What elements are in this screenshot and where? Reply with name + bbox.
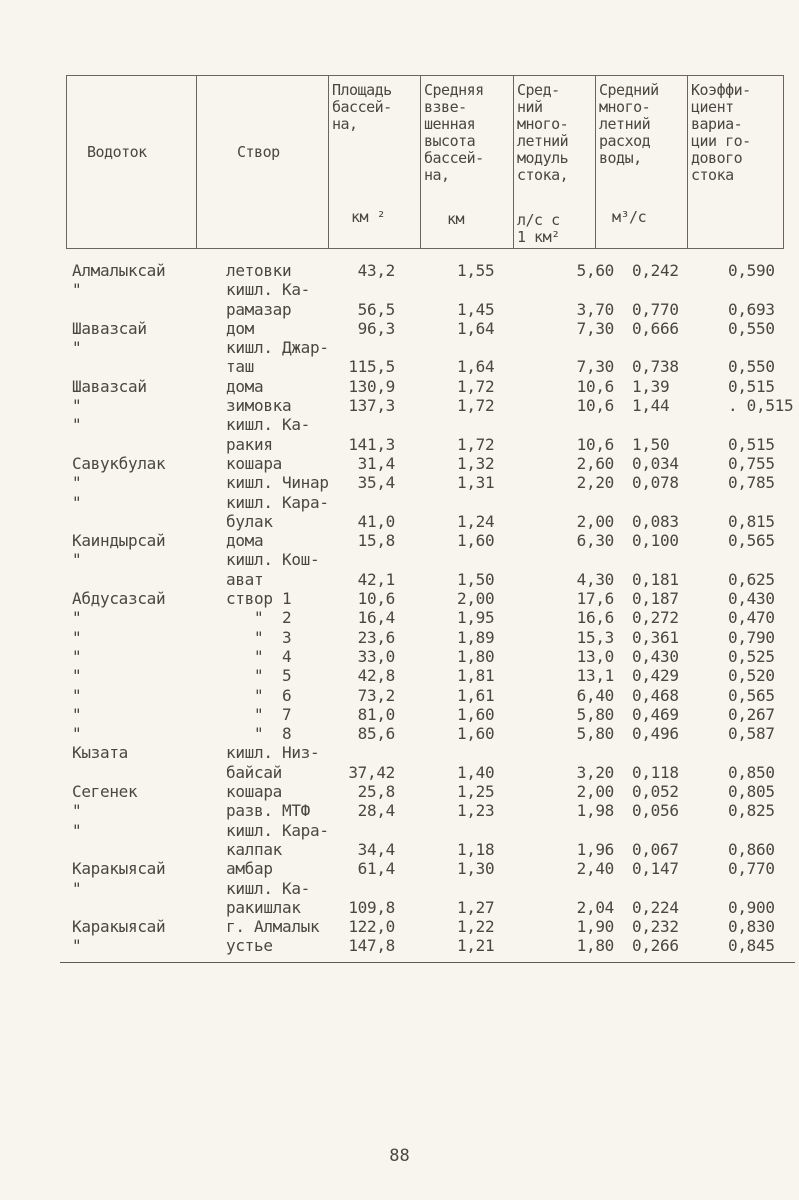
cell-m: 6,40: [576, 685, 614, 705]
cell-cv: 0,790: [728, 627, 775, 647]
cell-area: 33,0: [357, 646, 395, 666]
table-row: [72, 743, 792, 762]
cell-site: ракишлак: [226, 897, 301, 917]
header-height: Средняя взве- шенная высота бассей- на, км: [421, 76, 514, 249]
cell-m: 10,6: [576, 376, 614, 396]
cell-river: ": [72, 492, 82, 512]
cell-h: 1,25: [457, 782, 495, 802]
cell-site: " 5: [226, 666, 292, 686]
cell-site: створ 1: [226, 589, 292, 609]
cell-h: 1,95: [457, 608, 495, 628]
cell-m: 17,6: [576, 589, 614, 609]
cell-area: 96,3: [357, 318, 395, 338]
cell-q: 1,44: [632, 396, 670, 416]
table-row: [72, 570, 792, 589]
cell-area: 130,9: [348, 376, 395, 396]
table-row: [72, 647, 792, 666]
table-row: [72, 589, 792, 608]
cell-river: ": [72, 473, 82, 493]
cell-river: Шавазсай: [72, 318, 147, 338]
cell-m: 15,3: [576, 627, 614, 647]
cell-river: ": [72, 646, 82, 666]
cell-river: Кызата: [72, 743, 128, 763]
cell-cv: 0,590: [728, 261, 775, 280]
cell-h: 1,60: [457, 724, 495, 744]
cell-m: 1,90: [576, 917, 614, 937]
cell-site: кишл. Ка-: [226, 878, 310, 898]
cell-h: 1,22: [457, 917, 495, 937]
cell-site: ракия: [226, 434, 273, 454]
table-row: [72, 801, 792, 820]
cell-area: 25,8: [357, 782, 395, 802]
cell-q: 0,118: [632, 762, 679, 782]
cell-h: 1,24: [457, 511, 495, 531]
table-row: [72, 898, 792, 917]
cell-site: кошара: [226, 782, 282, 802]
cell-m: 10,6: [576, 396, 614, 416]
cell-q: 0,361: [632, 627, 679, 647]
cell-site: кишл. Кара-: [226, 820, 329, 840]
cell-site: кишл. Чинар: [226, 473, 329, 493]
cell-site: таш: [226, 357, 254, 377]
cell-river: ": [72, 396, 82, 416]
cell-river: Алмалыксай: [72, 261, 166, 280]
cell-river: ": [72, 820, 82, 840]
cell-q: 0,052: [632, 782, 679, 802]
cell-area: 122,0: [348, 917, 395, 937]
cell-cv: 0,693: [728, 299, 775, 319]
cell-m: 1,80: [576, 936, 614, 956]
cell-q: 1,39: [632, 376, 670, 396]
table-row: [72, 300, 792, 319]
table-row: [72, 724, 792, 743]
cell-h: 1,72: [457, 434, 495, 454]
cell-river: ": [72, 608, 82, 628]
cell-river: ": [72, 338, 82, 358]
cell-river: ": [72, 801, 82, 821]
cell-m: 2,60: [576, 453, 614, 473]
cell-cv: 0,515: [728, 434, 775, 454]
cell-site: кишл. Ка-: [226, 280, 310, 300]
cell-cv: 0,805: [728, 782, 775, 802]
table-row: [72, 608, 792, 627]
table-row: [72, 628, 792, 647]
cell-h: 1,18: [457, 839, 495, 859]
cell-river: ": [72, 415, 82, 435]
cell-area: 34,4: [357, 839, 395, 859]
cell-m: 1,98: [576, 801, 614, 821]
cell-m: 5,80: [576, 724, 614, 744]
cell-h: 1,60: [457, 704, 495, 724]
table-row: [72, 512, 792, 531]
table-row: [72, 782, 792, 801]
cell-cv: 0,625: [728, 569, 775, 589]
cell-q: 0,067: [632, 839, 679, 859]
cell-cv: 0,550: [728, 318, 775, 338]
cell-cv: 0,267: [728, 704, 775, 724]
bottom-rule: [60, 962, 795, 963]
cell-cv: 0,900: [728, 897, 775, 917]
cell-area: 28,4: [357, 801, 395, 821]
cell-cv: 0,470: [728, 608, 775, 628]
cell-cv: 0,850: [728, 762, 775, 782]
cell-m: 7,30: [576, 318, 614, 338]
cell-cv: 0,815: [728, 511, 775, 531]
cell-q: 0,181: [632, 569, 679, 589]
table-row: [72, 435, 792, 454]
cell-cv: 0,587: [728, 724, 775, 744]
cell-h: 1,60: [457, 531, 495, 551]
header-area: Площадь бассей- на, км ²: [329, 76, 421, 249]
cell-site: дома: [226, 376, 264, 396]
cell-river: ": [72, 936, 82, 956]
cell-area: 115,5: [348, 357, 395, 377]
cell-cv: 0,825: [728, 801, 775, 821]
cell-site: амбар: [226, 859, 273, 879]
cell-cv: 0,525: [728, 646, 775, 666]
cell-site: г. Алмалык: [226, 917, 320, 937]
cell-q: 0,100: [632, 531, 679, 551]
table-row: [72, 936, 792, 955]
cell-h: 1,80: [457, 646, 495, 666]
table-row: [72, 357, 792, 376]
cell-h: 1,31: [457, 473, 495, 493]
cell-site: летовки: [226, 261, 292, 280]
cell-q: 0,770: [632, 299, 679, 319]
table-header: [66, 75, 784, 249]
cell-m: 7,30: [576, 357, 614, 377]
cell-river: Каиндырсай: [72, 531, 166, 551]
cell-cv: 0,515: [728, 376, 775, 396]
cell-m: 3,70: [576, 299, 614, 319]
page-number: 88: [389, 1146, 410, 1166]
cell-area: 37,42: [348, 762, 395, 782]
table-row: [72, 666, 792, 685]
table-row: [72, 686, 792, 705]
cell-h: 1,45: [457, 299, 495, 319]
cell-q: 0,224: [632, 897, 679, 917]
cell-cv: 0,770: [728, 859, 775, 879]
cell-m: 2,00: [576, 782, 614, 802]
table-row: [72, 763, 792, 782]
cell-area: 41,0: [357, 511, 395, 531]
table-row: [72, 550, 792, 569]
header-modul: Сред- ний много- летний модуль стока, л/с с 1 км²: [514, 76, 596, 249]
cell-cv: 0,755: [728, 453, 775, 473]
cell-river: Каракыясай: [72, 859, 166, 879]
cell-area: 42,8: [357, 666, 395, 686]
cell-site: булак: [226, 511, 273, 531]
cell-cv: 0,830: [728, 917, 775, 937]
cell-river: ": [72, 627, 82, 647]
cell-area: 23,6: [357, 627, 395, 647]
header-stvor: Створ: [197, 76, 329, 249]
header-flow: Средний много- летний расход воды, м³/с: [596, 76, 688, 249]
cell-q: 0,266: [632, 936, 679, 956]
cell-river: ": [72, 724, 82, 744]
cell-q: 0,429: [632, 666, 679, 686]
cell-cv: 0,565: [728, 531, 775, 551]
cell-h: 1,21: [457, 936, 495, 956]
cell-area: 141,3: [348, 434, 395, 454]
cell-q: 0,034: [632, 453, 679, 473]
cell-site: " 2: [226, 608, 292, 628]
cell-m: 2,00: [576, 511, 614, 531]
cell-area: 73,2: [357, 685, 395, 705]
cell-h: 1,40: [457, 762, 495, 782]
cell-cv: 0,565: [728, 685, 775, 705]
cell-area: 85,6: [357, 724, 395, 744]
table-row: [72, 396, 792, 415]
cell-q: 0,147: [632, 859, 679, 879]
cell-q: 0,468: [632, 685, 679, 705]
cell-site: ават: [226, 569, 264, 589]
cell-area: 42,1: [357, 569, 395, 589]
table-row: [72, 879, 792, 898]
cell-h: 1,72: [457, 376, 495, 396]
cell-m: 1,96: [576, 839, 614, 859]
cell-m: 16,6: [576, 608, 614, 628]
cell-site: кишл. Джар-: [226, 338, 329, 358]
cell-h: 1,32: [457, 453, 495, 473]
cell-m: 2,40: [576, 859, 614, 879]
cell-cv: 0,550: [728, 357, 775, 377]
cell-river: Абдусазсай: [72, 589, 166, 609]
cell-h: 1,30: [457, 859, 495, 879]
cell-site: кишл. Ка-: [226, 415, 310, 435]
cell-cv: 0,785: [728, 473, 775, 493]
header-coef: Коэффи- циент вариа- ции го- дового стока: [688, 76, 784, 249]
cell-m: 2,04: [576, 897, 614, 917]
cell-m: 13,1: [576, 666, 614, 686]
cell-cv: . 0,515: [728, 396, 794, 416]
table-row: [72, 840, 792, 859]
table-body: [72, 261, 792, 956]
cell-h: 1,55: [457, 261, 495, 280]
table-row: [72, 493, 792, 512]
table-row: [72, 531, 792, 550]
cell-q: 1,50: [632, 434, 670, 454]
cell-area: 10,6: [357, 589, 395, 609]
cell-q: 0,430: [632, 646, 679, 666]
cell-river: ": [72, 280, 82, 300]
cell-m: 13,0: [576, 646, 614, 666]
cell-area: 81,0: [357, 704, 395, 724]
cell-river: Каракыясай: [72, 917, 166, 937]
cell-area: 61,4: [357, 859, 395, 879]
cell-q: 0,666: [632, 318, 679, 338]
cell-h: 1,50: [457, 569, 495, 589]
cell-h: 1,27: [457, 897, 495, 917]
cell-h: 1,61: [457, 685, 495, 705]
cell-m: 10,6: [576, 434, 614, 454]
cell-site: " 7: [226, 704, 292, 724]
cell-m: 4,30: [576, 569, 614, 589]
cell-site: разв. МТФ: [226, 801, 310, 821]
cell-site: калпак: [226, 839, 282, 859]
cell-site: " 3: [226, 627, 292, 647]
cell-q: 0,242: [632, 261, 679, 280]
cell-site: " 6: [226, 685, 292, 705]
cell-q: 0,187: [632, 589, 679, 609]
cell-h: 2,00: [457, 589, 495, 609]
cell-q: 0,469: [632, 704, 679, 724]
cell-area: 56,5: [357, 299, 395, 319]
cell-cv: 0,845: [728, 936, 775, 956]
cell-q: 0,056: [632, 801, 679, 821]
cell-area: 147,8: [348, 936, 395, 956]
cell-q: 0,496: [632, 724, 679, 744]
cell-site: рамазар: [226, 299, 292, 319]
cell-site: дом: [226, 318, 254, 338]
table-row: [72, 821, 792, 840]
cell-river: Сегенек: [72, 782, 138, 802]
cell-q: 0,232: [632, 917, 679, 937]
table-row: [72, 377, 792, 396]
cell-river: ": [72, 704, 82, 724]
cell-river: ": [72, 550, 82, 570]
cell-q: 0,078: [632, 473, 679, 493]
table-row: [72, 454, 792, 473]
cell-q: 0,083: [632, 511, 679, 531]
cell-m: 5,80: [576, 704, 614, 724]
cell-m: 3,20: [576, 762, 614, 782]
cell-area: 137,3: [348, 396, 395, 416]
cell-area: 43,2: [357, 261, 395, 280]
cell-site: зимовка: [226, 396, 292, 416]
cell-area: 35,4: [357, 473, 395, 493]
cell-q: 0,272: [632, 608, 679, 628]
cell-river: Шавазсай: [72, 376, 147, 396]
cell-q: 0,738: [632, 357, 679, 377]
table-row: [72, 473, 792, 492]
cell-site: кошара: [226, 453, 282, 473]
cell-cv: 0,860: [728, 839, 775, 859]
cell-h: 1,81: [457, 666, 495, 686]
cell-river: ": [72, 685, 82, 705]
cell-site: байсай: [226, 762, 282, 782]
cell-river: ": [72, 666, 82, 686]
cell-h: 1,23: [457, 801, 495, 821]
cell-site: " 8: [226, 724, 292, 744]
cell-site: дома: [226, 531, 264, 551]
cell-m: 2,20: [576, 473, 614, 493]
table-row: [72, 705, 792, 724]
table-row: [72, 338, 792, 357]
cell-area: 109,8: [348, 897, 395, 917]
cell-site: кишл. Кош-: [226, 550, 320, 570]
cell-river: ": [72, 878, 82, 898]
table-row: [72, 280, 792, 299]
table-row: [72, 917, 792, 936]
cell-site: кишл. Кара-: [226, 492, 329, 512]
cell-h: 1,89: [457, 627, 495, 647]
cell-cv: 0,520: [728, 666, 775, 686]
cell-m: 6,30: [576, 531, 614, 551]
cell-river: Савукбулак: [72, 453, 166, 473]
table-row: [72, 319, 792, 338]
cell-area: 31,4: [357, 453, 395, 473]
table-row: [72, 415, 792, 434]
table-row: [72, 859, 792, 878]
cell-area: 16,4: [357, 608, 395, 628]
table-row: [72, 261, 792, 280]
cell-site: " 4: [226, 646, 292, 666]
cell-h: 1,64: [457, 318, 495, 338]
cell-h: 1,64: [457, 357, 495, 377]
cell-cv: 0,430: [728, 589, 775, 609]
header-vodotok: Водоток: [67, 76, 197, 249]
cell-area: 15,8: [357, 531, 395, 551]
cell-site: устье: [226, 936, 273, 956]
cell-h: 1,72: [457, 396, 495, 416]
cell-m: 5,60: [576, 261, 614, 280]
cell-site: кишл. Низ-: [226, 743, 320, 763]
